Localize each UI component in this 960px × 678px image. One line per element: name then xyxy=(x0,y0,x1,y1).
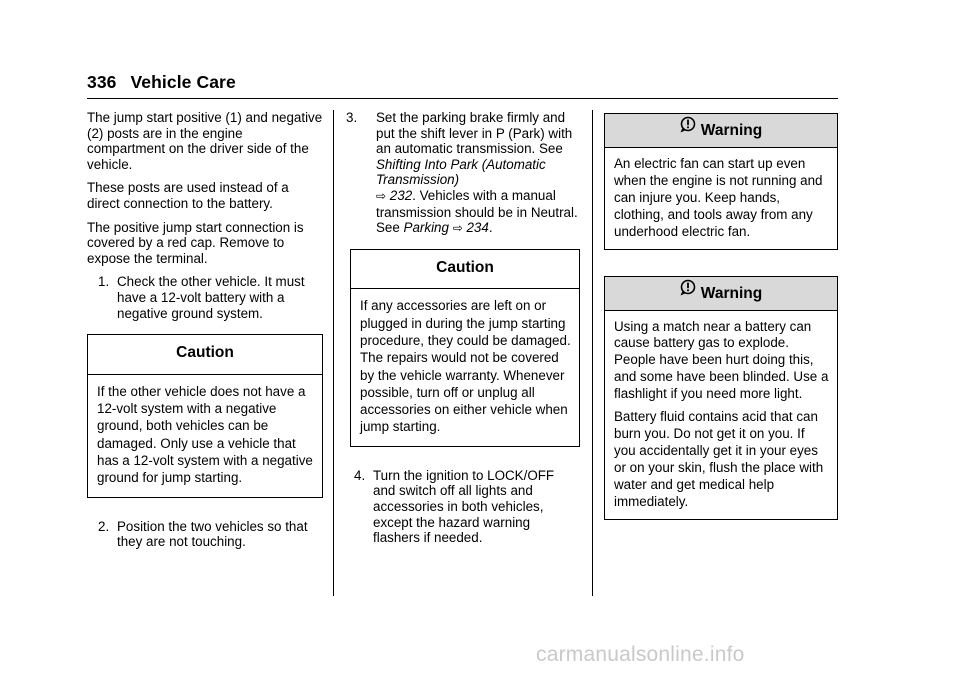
warning-box-battery xyxy=(604,276,838,520)
column-divider-right xyxy=(592,110,593,596)
step-number: 4. xyxy=(354,467,366,483)
warning-paragraph: Using a match near a battery can cause battery gas to explode. People have been hurt doing this, and some have been blinded. Use a flashlight if you need more light. xyxy=(614,318,829,402)
page-ref-232[interactable]: 232 xyxy=(389,187,413,203)
warning-title xyxy=(605,114,837,148)
warning-body xyxy=(605,148,837,249)
caution-title: Caution xyxy=(351,250,579,290)
paragraph-jump-posts: The jump start positive (1) and negative (2) posts are in the engine compartment on the driver side of the vehicle. xyxy=(87,110,323,172)
page-ref-icon: ⇨ xyxy=(376,188,387,203)
paragraph-positive-connection: The positive jump start connection is covered by a red cap. Remove to expose the terminal. xyxy=(87,219,304,266)
link-shifting-into-park[interactable]: Shifting Into Park (Automatic Transmission) xyxy=(376,156,546,188)
step-text: Set the parking brake firmly and put the shift lever in P (Park) with an automatic transmission. See Shifting Into Park (Automatic Transmission) ⇨ 232. Vehicles with a manual transmission should be in Neutral. See Parking ⇨ 234. xyxy=(376,110,578,236)
caution-body: If any accessories are left on or plugged in during the jump starting procedure, they could be damaged. The repairs would not be covered by the vehicle warranty. Whenever possible, turn off or unplug all accessories on either vehicle when jump starting. xyxy=(360,298,571,435)
step-1 xyxy=(87,274,323,321)
warning-title xyxy=(605,277,837,311)
step-text: Check the other vehicle. It must have a 12-volt battery with a negative ground system. xyxy=(117,274,305,321)
section-title: Vehicle Care xyxy=(130,72,236,92)
column-3 xyxy=(604,113,838,520)
caution-box-accessories xyxy=(350,249,580,447)
page-header xyxy=(87,72,236,93)
warning-paragraph: Battery fluid contains acid that can burn you. Do not get it on you. If you accidentally get it in your eyes or on your skin, flush the place with water and get medical help immediately. xyxy=(614,409,824,509)
page-number: 336 xyxy=(87,72,117,92)
warning-box-electric-fan xyxy=(604,113,838,250)
link-parking[interactable]: Parking xyxy=(403,220,449,236)
step-text: Turn the ignition to LOCK/OFF and switch off all lights and accessories in both vehicles, except the hazard warning flashers if needed. xyxy=(373,467,555,546)
column-1 xyxy=(87,110,323,558)
caution-box-12-volt xyxy=(87,334,323,497)
paragraph-posts-used: These posts are used instead of a direct connection to the battery. xyxy=(87,180,289,211)
step-2 xyxy=(87,519,323,550)
header-rule xyxy=(87,98,838,99)
step-number: 1. xyxy=(98,274,110,290)
step-4 xyxy=(346,468,580,546)
step-number: 2. xyxy=(98,518,110,534)
warning-paragraph: An electric fan can start up even when the engine is not running and can injure you. Keep hands, clothing, and tools away from any underhood electric fan. xyxy=(614,156,823,239)
warning-symbol-icon xyxy=(680,112,696,145)
warning-title-text: Warning xyxy=(700,284,763,302)
warning-title-text: Warning xyxy=(700,122,763,139)
page-ref-234[interactable]: 234 xyxy=(466,220,489,236)
caution-body: If the other vehicle does not have a 12-volt system with a negative ground, both vehicles can be damaged. Only use a vehicle that has a 12-volt system with a negative ground for jump starting. xyxy=(97,383,313,486)
warning-body xyxy=(605,311,837,519)
column-divider-left xyxy=(333,110,334,596)
watermark: carmanualsonline.info xyxy=(536,643,745,666)
page-ref-icon: ⇨ xyxy=(452,221,463,236)
step-number: 3. xyxy=(346,110,358,125)
warning-symbol-icon xyxy=(680,275,696,308)
caution-title: Caution xyxy=(88,335,322,375)
step-text: Position the two vehicles so that they are not touching. xyxy=(117,518,308,550)
step-3 xyxy=(346,110,580,237)
column-2 xyxy=(346,110,580,554)
